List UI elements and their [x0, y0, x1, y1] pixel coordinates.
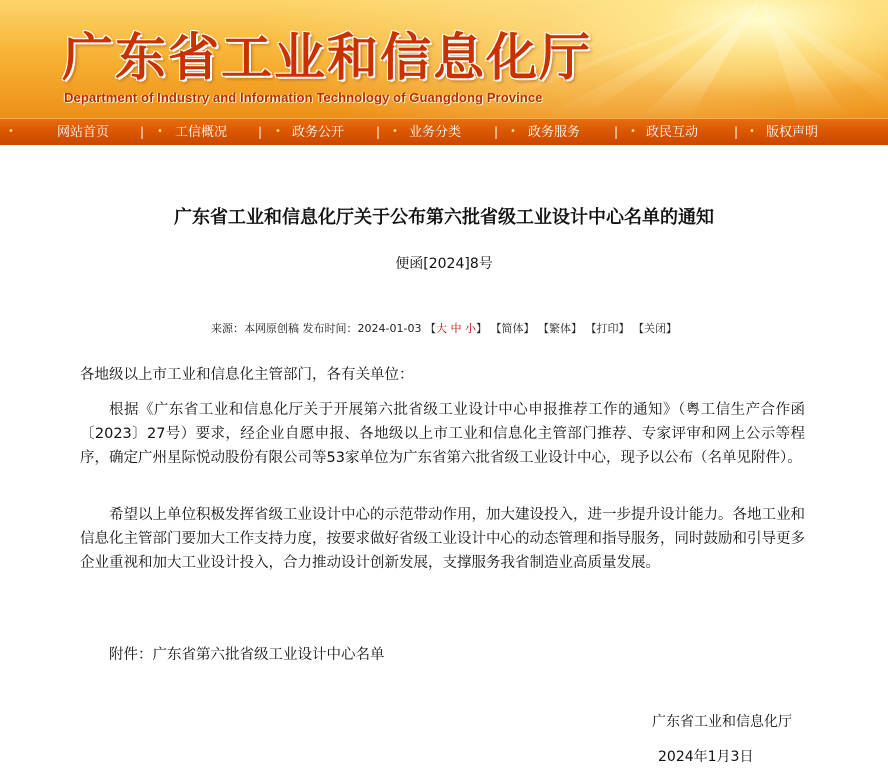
publish-date: 2024-01-03 — [357, 322, 422, 335]
font-size-large-link[interactable]: 大 — [435, 322, 447, 335]
meta-source-label: 来源：本网原创稿 发布时间： — [211, 322, 358, 335]
nav-separator: | — [140, 125, 145, 139]
nav-bullet-icon: • — [157, 126, 163, 137]
paragraph-2: 希望以上单位积极发挥省级工业设计中心的示范带动作用，加大建设投入，进一步提升设计能力。各地工业和信息化主管部门要加大工作支持力度，按要求做好省级工业设计中心的动态管理和指导服务，同时鼓励和引导更多企业重视和加大工业设计投入，合力推动设计创新发展，支撑服务我省制造业高质量发展。 — [80, 507, 805, 571]
nav-item-gov-affairs[interactable]: 政务公开 — [292, 124, 345, 139]
nav-bullet-icon: • — [510, 126, 516, 137]
bracket-open: 【 — [424, 322, 436, 335]
attachment-line: 附件：广东省第六批省级工业设计中心名单 — [109, 647, 385, 663]
nav-item-about[interactable]: 工信概况 — [175, 124, 228, 139]
nav-separator: | — [734, 125, 739, 139]
nav-bullet-icon: • — [749, 126, 755, 137]
nav-item-copyright[interactable]: 版权声明 — [766, 124, 819, 139]
nav-bullet-icon: • — [8, 126, 14, 137]
site-subtitle: Department of Industry and Information Technology of Guangdong Province — [64, 90, 543, 105]
font-size-small-link[interactable]: 小 — [464, 322, 476, 335]
nav-bullet-icon: • — [630, 126, 636, 137]
nav-bullet-icon: • — [392, 126, 398, 137]
font-size-medium-link[interactable]: 中 — [450, 322, 462, 335]
article-meta — [0, 321, 888, 337]
simplified-chinese-link[interactable]: 【简体】 — [490, 322, 535, 335]
nav-bullet-icon: • — [275, 126, 281, 137]
nav-separator: | — [376, 125, 381, 139]
header-banner — [0, 0, 888, 118]
nav-item-interaction[interactable]: 政民互动 — [646, 124, 699, 139]
nav-separator: | — [258, 125, 263, 139]
issue-date: 2024年1月3日 — [658, 749, 754, 765]
font-size-controls — [425, 322, 487, 335]
nav-item-business[interactable]: 业务分类 — [409, 124, 462, 139]
paragraph-1: 根据《广东省工业和信息化厅关于开展第六批省级工业设计中心申报推荐工作的通知》（粤工信生产合作函〔2023〕27号）要求，经企业自愿申报、各地级以上市工业和信息化主管部门推荐、专家评审和网上公示等程序，确定广州星际悦动股份有限公司等53家单位为广东省第六批省级工业设计中心，现予以公布（名单见附件）。 — [80, 402, 805, 466]
print-link[interactable]: 【打印】 — [585, 322, 630, 335]
document-number: 便函[2024]8号 — [395, 256, 493, 272]
issuer-signature: 广东省工业和信息化厅 — [652, 714, 792, 730]
salutation: 各地级以上市工业和信息化主管部门，各有关单位： — [80, 367, 414, 383]
nav-separator: | — [614, 125, 619, 139]
article-title: 广东省工业和信息化厅关于公布第六批省级工业设计中心名单的通知 — [174, 207, 714, 228]
bracket-close: 】 — [475, 322, 487, 335]
site-title: 广东省工业和信息化厅 — [62, 28, 593, 88]
traditional-chinese-link[interactable]: 【繁体】 — [537, 322, 582, 335]
nav-item-home[interactable]: 网站首页 — [57, 124, 110, 139]
nav-separator: | — [494, 125, 499, 139]
main-nav — [0, 118, 888, 145]
nav-item-services[interactable]: 政务服务 — [528, 124, 581, 139]
close-link[interactable]: 【关闭】 — [632, 322, 677, 335]
